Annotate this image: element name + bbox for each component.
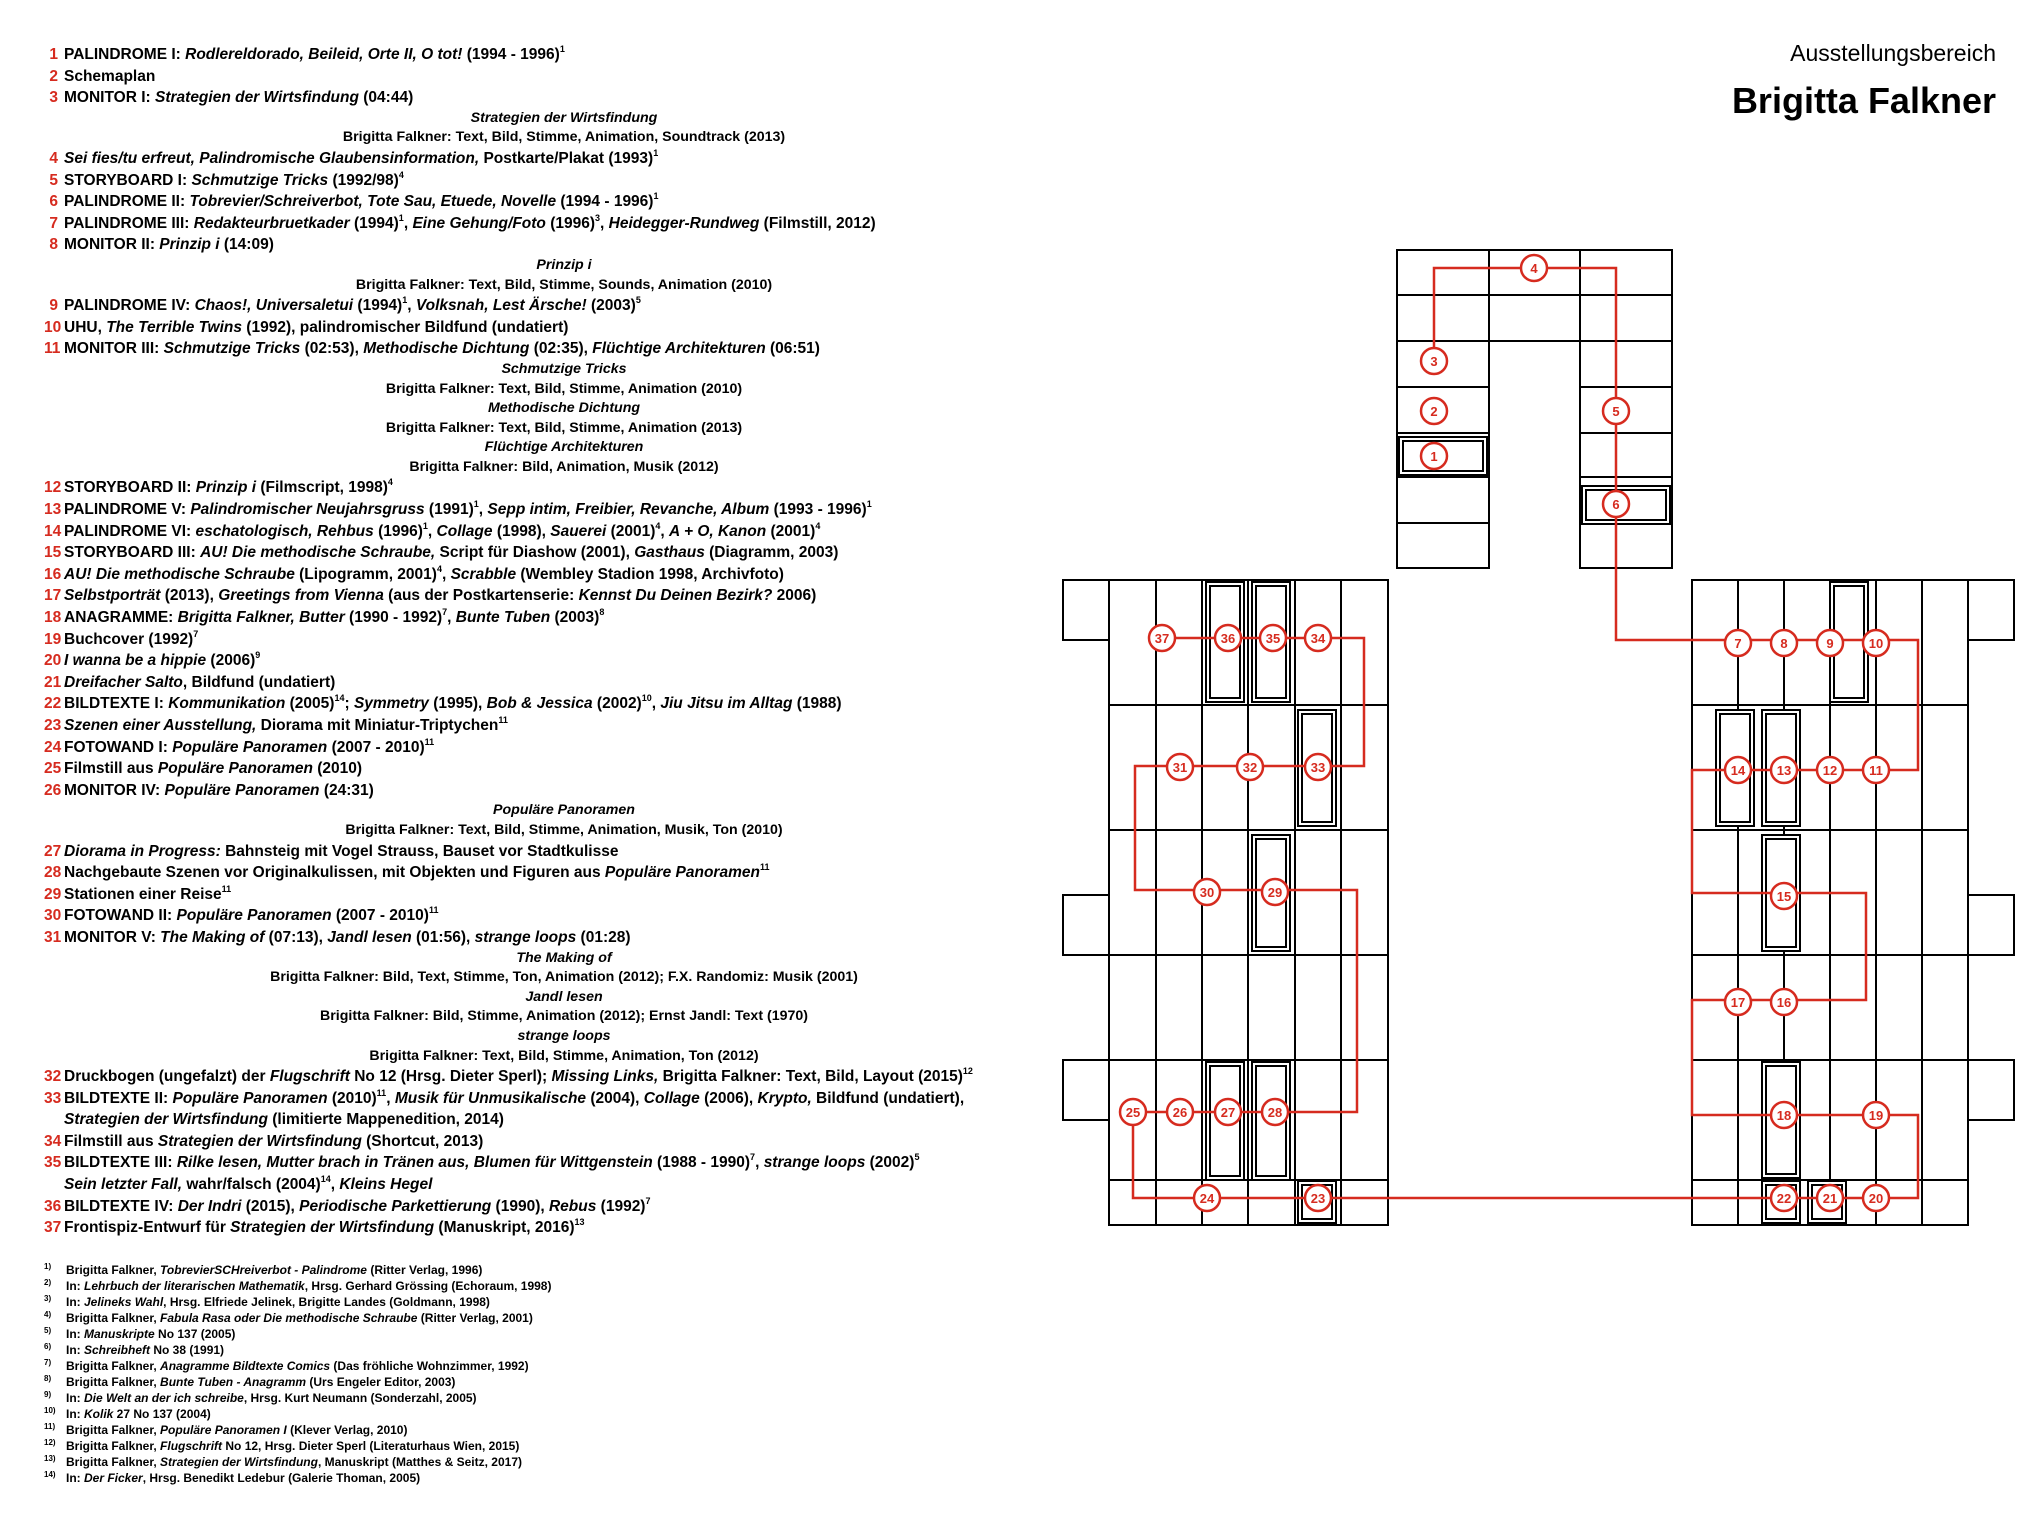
exhibit-credit: Brigitta Falkner: Text, Bild, Stimme, Sounds, Animation (2010) [355,276,773,293]
exhibit-text: MONITOR I: Strategien der Wirtsfindung (04:44) [64,89,414,107]
exhibit-continuation: Strategien der Wirtsfindung (limitierte Mappenedition, 2014) [64,1111,504,1129]
exhibit-number: 7 [49,214,58,232]
plan-cell [1922,1180,1968,1225]
exhibit-text: PALINDROME I: Rodlereldorado, Beileid, Orte II, O tot! (1994 - 1996)$^1$ [64,44,565,63]
exhibit-number: 8 [49,236,58,254]
station-label: 3 [1430,354,1438,369]
station-marker-15 [1771,883,1797,909]
station-label: 4 [1530,261,1538,276]
station-marker-1 [1421,443,1447,469]
footnote-number: 13) [44,1454,56,1463]
exhibit-text: MONITOR IV: Populäre Panoramen (24:31) [64,781,374,799]
plan-cell [1397,523,1489,568]
plan-cell [1692,1180,1738,1225]
plan-cell [1830,955,1876,1060]
exhibit-text: BILDTEXTE IV: Der Indri (2015), Periodische Parkettierung (1990), Rebus $(1992)^7$ [64,1195,651,1215]
exhibit-credit: Brigitta Falkner: Text, Bild, Stimme, Animation (2010) [385,380,743,397]
footnote-text: Brigitta Falkner, TobrevierSCHreiverbot - Palindrome (Ritter Verlag, 1996) [66,1263,483,1277]
exhibit-number: 5 [49,171,58,189]
plan-cell [1341,1180,1388,1225]
exhibit-number: 36 [44,1197,62,1215]
exhibit-number: 25 [44,760,62,778]
footnote-text: Brigitta Falkner, Anagramme Bildtexte Comics (Das fröhliche Wohnzimmer, 1992) [66,1359,529,1373]
exhibit-number: 29 [44,885,62,903]
exhibit-number: 13 [44,501,62,519]
exhibit-number: 9 [49,297,58,315]
footnote-number: 14) [44,1470,56,1479]
exhibit-text: BILDTEXTE II: Populäre Panoramen $(2010)^{11}$, Musik für Unmusikalische (2004), Collage (2006), Krypto, Bildfund (undatiert), [64,1087,965,1107]
exhibit-number: 30 [44,907,62,925]
exhibit-number: 10 [44,318,62,336]
footnote-number: 7) [44,1358,52,1367]
plan-cell [1295,1060,1341,1180]
exhibit-text: PALINDROME VI: eschatologisch, Rehbus $(1996)^1$, Collage (1998), Sauerei $(2001)^4$, A + O, Kanon $(2001)^4$ [64,520,821,540]
exhibit-credit: Brigitta Falkner: Text, Bild, Stimme, Animation (2013) [385,419,743,436]
exhibit-number: 26 [44,781,62,799]
footnote-number: 2) [44,1278,52,1287]
station-marker-9 [1817,630,1843,656]
plan-cell [1922,955,1968,1060]
exhibit-credit: Methodische Dichtung [487,400,641,417]
exhibit-text: PALINDROME V: Palindromischer Neujahrsgruss $(1991)^1$, Sepp intim, Freibier, Revanche, Album (1993 - 1996)$^1$ [64,499,872,519]
station-label: 1 [1430,449,1438,464]
footnote-text: In: Der Ficker, Hrsg. Benedikt Ledebur (Galerie Thoman, 2005) [66,1471,421,1485]
plan-cell [1580,433,1672,477]
exhibit-number: 12 [44,479,62,497]
station-label: 26 [1172,1105,1188,1120]
station-marker-26 [1167,1099,1193,1125]
plan-cell [1397,250,1489,295]
exhibit-text: ANAGRAMME: Brigitta Falkner, Butter (1990 - 1992)$^7$, Bunte Tuben $(2003)^8$ [64,607,605,627]
station-label: 29 [1267,885,1283,900]
exhibit-text: FOTOWAND II: Populäre Panoramen (2007 - 2010)$^{11}$ [64,905,439,925]
station-marker-32 [1237,754,1263,780]
plan-cell [1295,955,1341,1060]
station-label: 37 [1154,631,1170,646]
station-label: 20 [1868,1191,1884,1206]
exhibit-text: Frontispiz-Entwurf für Strategien der Wirtsfindung (Manuskript, 2016)$^{13}$ [64,1217,585,1237]
footnote-text: In: Schreibheft No 38 (1991) [66,1343,225,1357]
exhibit-text: PALINDROME IV: Chaos!, Universaletui $(1994)^1$, Volksnah, Lest Ärsche! $(2003)^5$ [64,295,641,315]
exhibit-number: 2 [49,67,58,85]
station-marker-6 [1603,491,1629,517]
exhibit-number: 32 [44,1068,62,1086]
exhibit-number: 18 [44,609,62,627]
station-marker-22 [1771,1185,1797,1211]
station-label: 21 [1822,1191,1838,1206]
exhibit-number: 15 [44,544,62,562]
exhibit-number: 1 [49,46,58,63]
exhibit-text: STORYBOARD III: AU! Die methodische Schraube, Script für Diashow (2001), Gasthaus (Diagramm, 2003) [64,544,839,562]
exhibit-number: 23 [44,717,62,734]
exhibit-number: 21 [44,673,62,691]
station-marker-17 [1725,989,1751,1015]
station-marker-21 [1817,1185,1843,1211]
station-marker-35 [1260,625,1286,651]
plan-cell [1341,830,1388,955]
exhibit-credit: Jandl lesen [525,988,603,1005]
exhibit-credit: Brigitta Falkner: Text, Bild, Stimme, Animation, Soundtrack (2013) [342,129,786,146]
exhibit-number: 34 [44,1132,62,1150]
exhibit-number: 33 [44,1089,62,1107]
plan-cell [1968,580,2014,640]
footnote-number: 11) [44,1422,56,1431]
footnote-text: In: Jelineks Wahl, Hrsg. Elfriede Jelinek, Brigitte Landes (Goldmann, 1998) [66,1295,490,1309]
exhibit-number: 20 [44,652,62,670]
plan-cell [1922,830,1968,955]
exhibit-text: Filmstill aus Populäre Panoramen (2010) [64,760,363,778]
plan-cell [1063,895,1109,955]
station-label: 13 [1776,763,1792,778]
plan-cell [1397,477,1489,523]
exhibit-number: 35 [44,1154,62,1172]
exhibit-text: STORYBOARD II: Prinzip i (Filmscript, 1998)$^4$ [64,477,393,497]
area-label: Ausstellungsbereich [1790,40,1996,66]
station-marker-12 [1817,757,1843,783]
footnote-text: In: Lehrbuch der literarischen Mathematik, Hrsg. Gerhard Grössing (Echoraum, 1998) [66,1279,552,1293]
exhibit-number: 19 [44,630,62,648]
footnote-number: 8) [44,1374,52,1383]
plan-cell [1876,830,1922,955]
plan-cell [1156,955,1202,1060]
plan-cell [1397,295,1489,341]
exhibit-text: MONITOR V: The Making of (07:13), Jandl lesen (01:56), strange loops (01:28) [64,928,631,946]
station-label: 17 [1730,995,1746,1010]
exhibit-text: UHU, The Terrible Twins (1992), palindromischer Bildfund (undatiert) [64,318,569,336]
exhibit-number: 6 [49,193,58,211]
exhibit-continuation: Sein letzter Fall, wahr/falsch $(2004)^{14}$, Kleins Hegel [64,1174,433,1194]
exhibit-text: STORYBOARD I: Schmutzige Tricks $(1992/98)^4$ [64,169,404,189]
exhibit-text: Buchcover $(1992)^7$ [64,628,199,648]
exhibit-number: 4 [49,149,58,167]
footnote-text: Brigitta Falkner, Bunte Tuben - Anagramm (Urs Engeler Editor, 2003) [66,1375,456,1389]
plan-cell [1922,705,1968,830]
station-label: 25 [1125,1105,1141,1120]
station-label: 34 [1310,631,1326,646]
exhibit-credit: Brigitta Falkner: Text, Bild, Stimme, Animation, Musik, Ton (2010) [345,821,783,838]
footnote-number: 9) [44,1390,52,1399]
station-marker-33 [1305,754,1331,780]
exhibit-number: 22 [44,695,62,713]
station-label: 11 [1869,763,1883,778]
station-marker-11 [1863,757,1889,783]
station-marker-28 [1262,1099,1288,1125]
plan-cell [1968,1060,2014,1120]
exhibit-number: 17 [44,587,62,605]
station-label: 31 [1172,760,1188,775]
artist-name: Brigitta Falkner [1731,80,1996,121]
plan-cell [1876,955,1922,1060]
station-marker-4 [1521,255,1547,281]
exhibit-number: 37 [44,1219,62,1237]
exhibit-number: 28 [44,864,62,882]
station-marker-24 [1194,1185,1220,1211]
station-label: 14 [1730,763,1746,778]
footnote-text: Brigitta Falkner, Flugschrift No 12, Hrsg. Dieter Sperl (Literaturhaus Wien, 2015) [66,1439,520,1453]
station-label: 23 [1310,1191,1326,1206]
station-marker-36 [1215,625,1241,651]
station-label: 5 [1612,404,1620,419]
station-label: 35 [1265,631,1281,646]
station-label: 12 [1822,763,1838,778]
station-marker-19 [1863,1102,1889,1128]
station-label: 33 [1310,760,1326,775]
exhibit-text: Diorama in Progress: Bahnsteig mit Vogel Strauss, Bauset vor Stadtkulisse [64,842,619,860]
station-marker-23 [1305,1185,1331,1211]
station-label: 36 [1220,631,1236,646]
station-label: 7 [1734,636,1742,651]
footnote-number: 4) [44,1310,52,1319]
footnote-text: In: Kolik 27 No 137 (2004) [66,1407,211,1421]
station-marker-29 [1262,879,1288,905]
footnote-text: In: Die Welt an der ich schreibe, Hrsg. Kurt Neumann (Sonderzahl, 2005) [66,1391,477,1405]
plan-cell [1692,1060,1738,1180]
exhibit-credit: Brigitta Falkner: Bild, Animation, Musik (2012) [409,458,719,475]
footnote-number: 12) [44,1438,56,1447]
exhibit-number: 11 [44,340,61,358]
plan-cell [1922,580,1968,705]
footnote-text: Brigitta Falkner, Strategien der Wirtsfindung, Manuskript (Matthes & Seitz, 2017) [66,1455,522,1469]
station-label: 10 [1868,636,1884,651]
station-marker-13 [1771,757,1797,783]
footnote-number: 1) [44,1262,52,1271]
station-marker-16 [1771,989,1797,1015]
exhibit-number: 3 [49,89,58,107]
exhibit-credit: Schmutzige Tricks [501,360,627,377]
footnote-text: Brigitta Falkner, Populäre Panoramen I (Klever Verlag, 2010) [66,1423,408,1437]
exhibit-text: Sei fies/tu erfreut, Palindromische Glaubensinformation, Postkarte/Plakat $(1993)^1$ [64,147,659,167]
footnote-text: In: Manuskripte No 137 (2005) [66,1327,236,1341]
plan-cell [1968,895,2014,955]
exhibit-credit: Brigitta Falkner: Bild, Stimme, Animation (2012); Ernst Jandl: Text (1970) [320,1008,808,1025]
footnote-number: 3) [44,1294,52,1303]
exhibit-text: AU! Die methodische Schraube (Lipogramm, 2001)$^4$, Scrabble (Wembley Stadion 1998, Archivfoto) [64,563,784,583]
station-label: 30 [1199,885,1215,900]
plan-cell [1922,1060,1968,1180]
plan-cell [1580,295,1672,341]
exhibit-credit: Strategien der Wirtsfindung [470,109,658,126]
station-marker-25 [1120,1099,1146,1125]
station-label: 8 [1780,636,1788,651]
station-marker-10 [1863,630,1889,656]
exhibit-text: MONITOR III: Schmutzige Tricks (02:53), Methodische Dichtung (02:35), Flüchtige Architekturen (06:51) [64,340,820,358]
exhibit-credit: Populäre Panoramen [493,802,635,819]
station-label: 18 [1776,1108,1792,1123]
exhibit-text: I wanna be a hippie $(2006)^9$ [64,650,261,670]
exhibit-number: 16 [44,565,62,583]
exhibit-text: Schemaplan [64,67,156,85]
exhibit-number: 27 [44,842,62,860]
station-marker-2 [1421,398,1447,424]
plan-cell [1341,1060,1388,1180]
station-marker-3 [1421,348,1447,374]
station-label: 27 [1220,1105,1236,1120]
exhibit-credit: The Making of [516,949,612,966]
exhibit-number: 14 [44,522,62,540]
exhibit-text: Dreifacher Salto, Bildfund (undatiert) [64,673,336,691]
station-marker-30 [1194,879,1220,905]
station-label: 2 [1430,404,1438,419]
footnote-number: 10) [44,1406,56,1415]
station-label: 15 [1776,889,1792,904]
exhibit-text: BILDTEXTE I: Kommunikation $(2005)^{14}$; Symmetry (1995), Bob & Jessica $(2002)^{10}$, Jiu Jitsu im Alltag (1988) [64,693,842,713]
exhibit-text: Stationen einer Reise$^{11}$ [64,883,232,903]
plan-cell [1248,1180,1295,1225]
footnote-number: 6) [44,1342,52,1351]
station-marker-8 [1771,630,1797,656]
station-marker-7 [1725,630,1751,656]
station-label: 16 [1776,995,1792,1010]
plan-cell [1063,580,1109,640]
footnote-text: Brigitta Falkner, Fabula Rasa oder Die methodische Schraube (Ritter Verlag, 2001) [66,1311,533,1325]
plan-cell [1489,295,1580,341]
station-marker-14 [1725,757,1751,783]
plan-cell [1580,341,1672,387]
exhibit-text: Szenen einer Ausstellung, Diorama mit Miniatur-Triptychen$^{11}$ [64,715,508,734]
plan-cell [1341,955,1388,1060]
plan-cell [1202,955,1248,1060]
plan-cell [1580,523,1672,568]
station-label: 9 [1826,636,1834,651]
station-marker-20 [1863,1185,1889,1211]
plan-cell [1109,705,1156,830]
exhibit-text: BILDTEXTE III: Rilke lesen, Mutter brach in Tränen aus, Blumen für Wittgenstein (1988 - 1990)$^7$, strange loops $(2002)^5$ [64,1152,920,1172]
plan-cell [1063,1060,1109,1120]
station-marker-31 [1167,754,1193,780]
footnote-number: 5) [44,1326,52,1335]
station-marker-5 [1603,398,1629,424]
exhibit-text: Nachgebaute Szenen vor Originalkulissen, mit Objekten und Figuren aus Populäre Panoramen$^{11}$ [64,862,770,882]
plan-cell [1295,830,1341,955]
exhibit-credit: Brigitta Falkner: Text, Bild, Stimme, Animation, Ton (2012) [369,1047,759,1064]
exhibit-text: FOTOWAND I: Populäre Panoramen (2007 - 2010)$^{11}$ [64,736,435,756]
exhibit-credit: strange loops [517,1027,611,1044]
station-marker-18 [1771,1102,1797,1128]
exhibit-text: PALINDROME III: Redakteurbruetkader $(1994)^1$, Eine Gehung/Foto $(1996)^3$, Heidegger-Rundweg (Filmstill, 2012) [64,212,876,232]
plan-cell [1109,830,1156,955]
plan-cell [1109,955,1156,1060]
exhibit-text: PALINDROME II: Tobrevier/Schreiverbot, Tote Sau, Etuede, Novelle (1994 - 1996)$^1$ [64,191,659,211]
station-label: 28 [1267,1105,1283,1120]
exhibit-text: MONITOR II: Prinzip i (14:09) [64,236,274,254]
exhibit-text: Druckbogen (ungefalzt) der Flugschrift No 12 (Hrsg. Dieter Sperl); Missing Links, Brigitta Falkner: Text, Bild, Layout $(2015)^{12}$ [64,1066,973,1086]
exhibit-text: Filmstill aus Strategien der Wirtsfindung (Shortcut, 2013) [64,1132,484,1150]
station-label: 19 [1868,1108,1884,1123]
station-marker-27 [1215,1099,1241,1125]
exhibit-credit: Brigitta Falkner: Bild, Text, Stimme, Ton, Animation (2012); F.X. Randomiz: Musik (2001) [270,969,858,986]
station-label: 32 [1242,760,1258,775]
plan-cell [1248,955,1295,1060]
exhibit-number: 31 [44,928,62,946]
station-label: 6 [1612,497,1620,512]
station-marker-34 [1305,625,1331,651]
exhibit-credit: Flüchtige Architekturen [484,439,644,456]
exhibit-number: 24 [44,738,62,756]
station-label: 22 [1776,1191,1792,1206]
exhibit-text: Selbstporträt (2013), Greetings from Vienna (aus der Postkartenserie: Kennst Du Deinen Bezirk? 2006) [64,587,817,605]
plan-cell [1580,250,1672,295]
station-marker-37 [1149,625,1175,651]
exhibit-credit: Prinzip i [536,256,592,273]
station-label: 24 [1199,1191,1215,1206]
